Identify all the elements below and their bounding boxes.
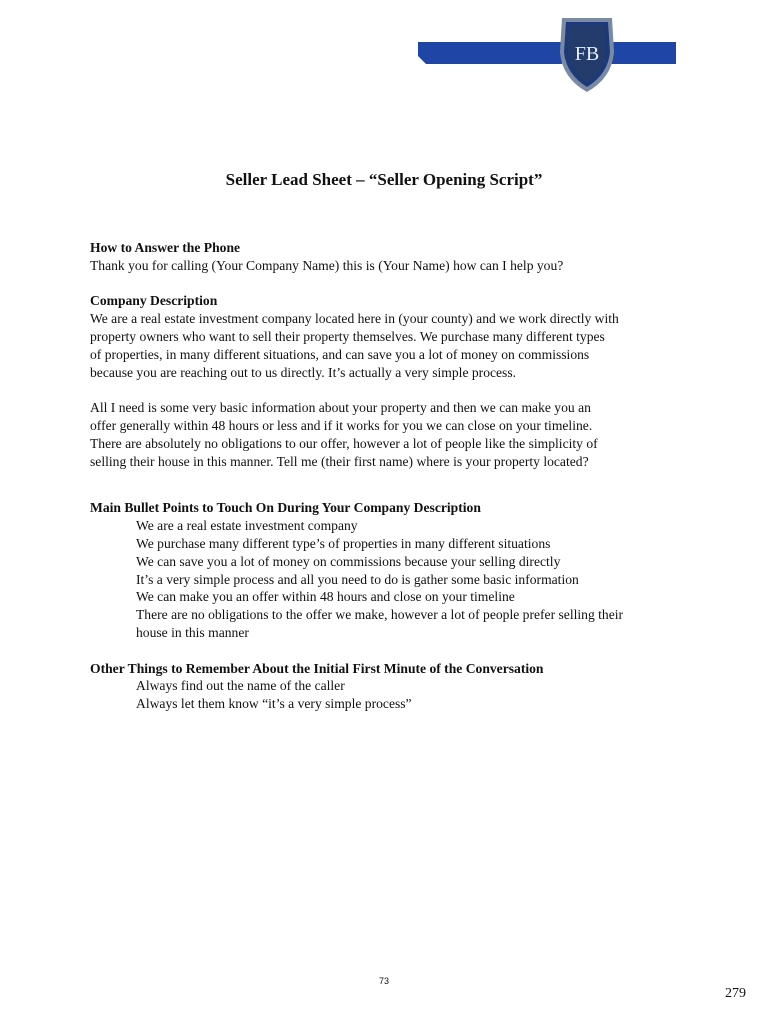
reminder-item: Always let them know “it’s a very simple process” (136, 696, 412, 712)
page-title: Seller Lead Sheet – “Seller Opening Script” (225, 170, 543, 189)
bullet-item: house in this manner (136, 624, 249, 640)
bullet-item: We purchase many different type’s of properties in many different situations (136, 535, 551, 551)
corner-page-number: 279 (725, 986, 746, 1001)
description-line: All I need is some very basic information about your property and then we can make you an (90, 400, 591, 416)
section-heading-company-description: Company Description (90, 293, 218, 309)
bullet-item: It’s a very simple process and all you need to do is gather some basic information (136, 571, 579, 587)
bullet-item: We can make you an offer within 48 hours and close on your timeline (136, 589, 515, 605)
description-line: There are absolutely no obligations to our offer, however a lot of people like the simplicity of (90, 435, 598, 451)
description-line: because you are reaching out to us directly. It’s actually a very simple process. (90, 364, 517, 380)
section-heading-answer-phone: How to Answer the Phone (90, 240, 241, 255)
description-line: We are a real estate investment company located here in (your county) and we work directly with (90, 311, 619, 327)
company-logo (400, 12, 680, 96)
description-line: selling their house in this manner. Tell me (their first name) where is your property located? (90, 453, 589, 469)
reminder-item: Always find out the name of the caller (136, 678, 345, 694)
bullet-item: We can save you a lot of money on commissions because your selling directly (136, 553, 561, 569)
bullet-item: There are no obligations to the offer we make, however a lot of people prefer selling their (136, 607, 624, 623)
section-heading-bullet-points: Main Bullet Points to Touch On During Your Company Description (90, 500, 481, 516)
script-body (90, 239, 690, 713)
bullet-item: We are a real estate investment company (136, 518, 358, 534)
answer-phone-line: Thank you for calling (Your Company Name) this is (Your Name) how can I help you? (90, 257, 564, 273)
description-line: offer generally within 48 hours or less and if it works for you we can close on your timeline. (90, 417, 593, 433)
logo-text: FB (574, 43, 600, 65)
description-line: property owners who want to sell their property themselves. We purchase many different types (90, 328, 605, 344)
description-line: of properties, in many different situations, and can save you a lot of money on commissions (90, 346, 590, 362)
page-number: 73 (378, 976, 389, 986)
section-heading-other-things: Other Things to Remember About the Initial First Minute of the Conversation (90, 660, 544, 676)
